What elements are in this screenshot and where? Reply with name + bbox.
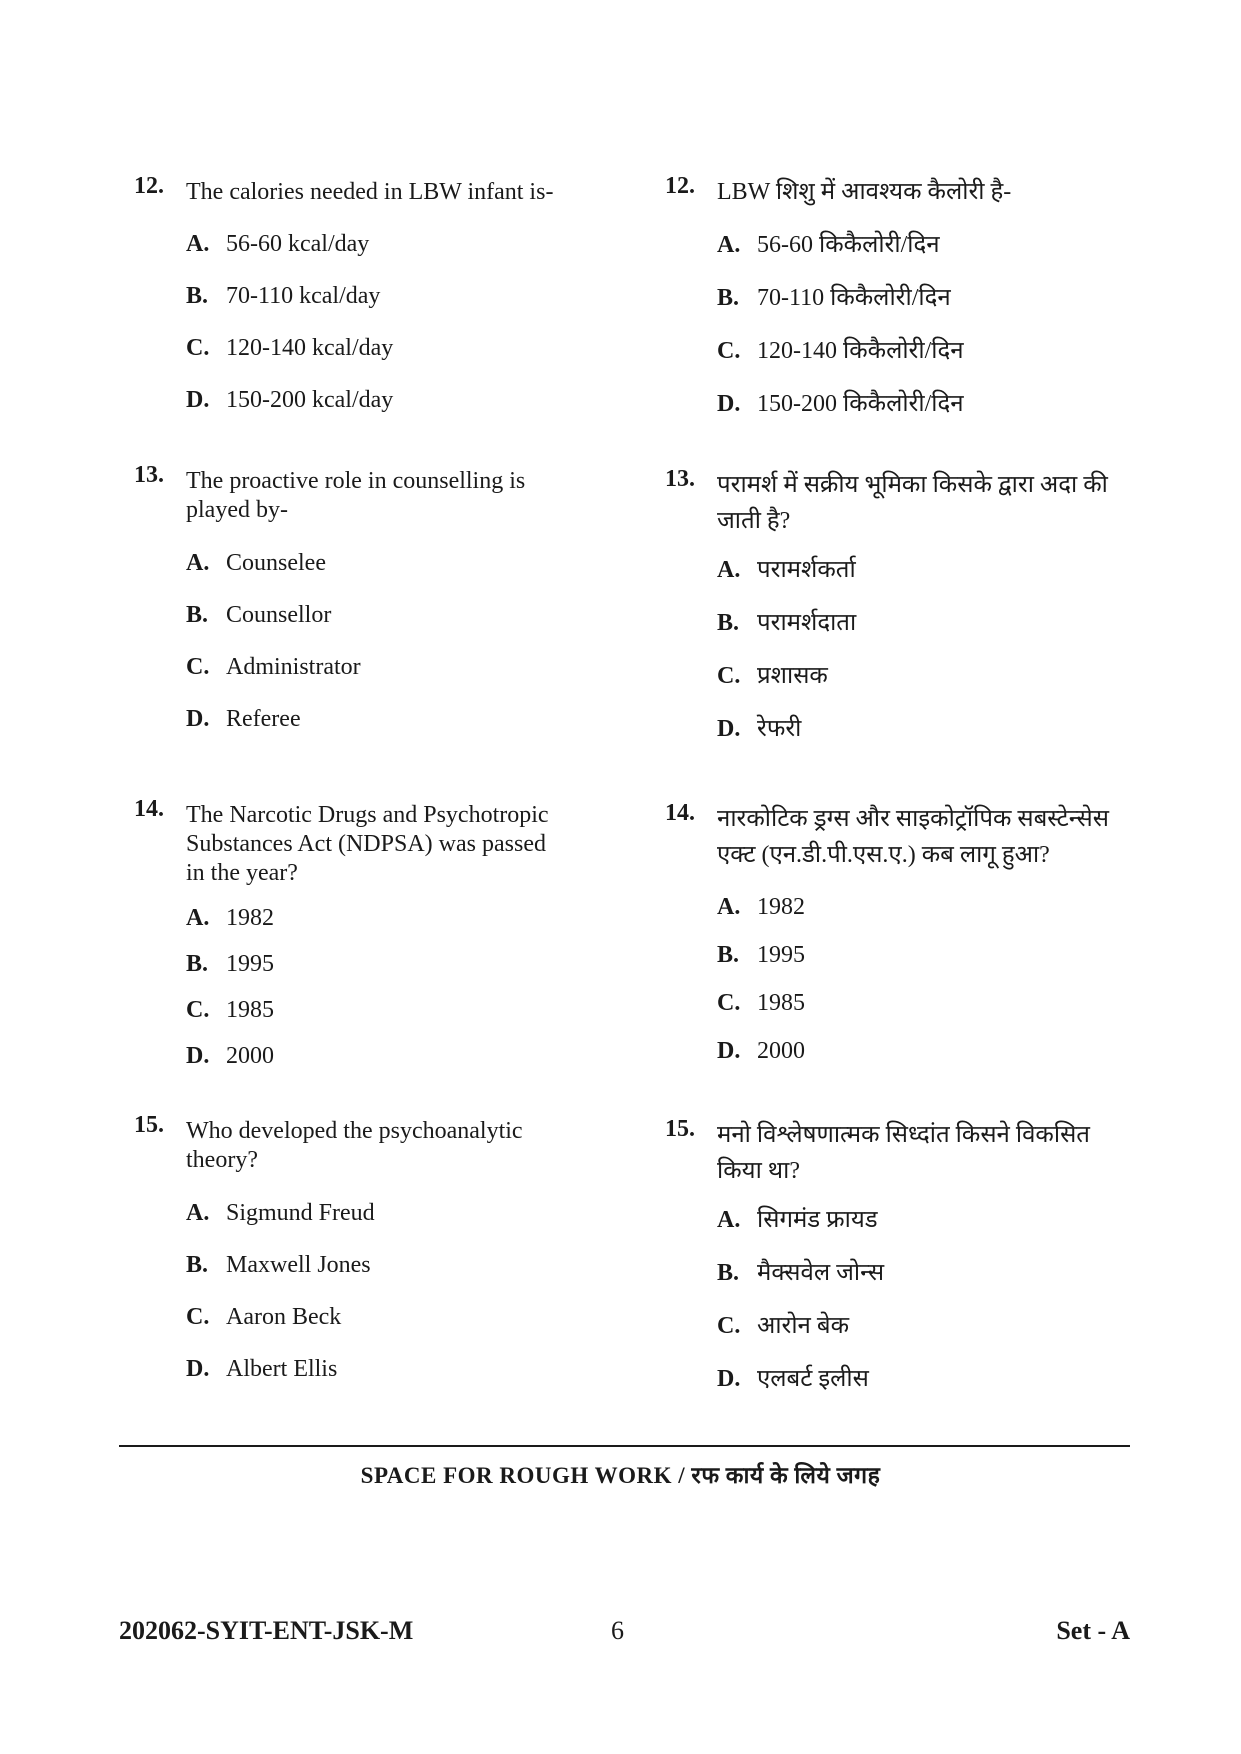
option-d: D. Referee: [186, 706, 301, 732]
option-d: D. 2000: [717, 1038, 805, 1064]
question-text: The Narcotic Drugs and Psychotropic Substances Act (NDPSA) was passed in the year?: [186, 802, 549, 886]
question-number: 13.: [665, 466, 695, 492]
question-number: 15.: [665, 1116, 695, 1142]
paper-code: 202062-SYIT-ENT-JSK-M: [119, 1616, 414, 1645]
rough-work-divider: [119, 1445, 1130, 1447]
option-c: C. Administrator: [186, 654, 361, 680]
option-c: C. Aaron Beck: [186, 1304, 342, 1330]
question-text: मनो विश्लेषणात्मक सिध्दांत किसने विकसित किया था?: [717, 1122, 1090, 1184]
option-d: D. एलबर्ट इलीस: [717, 1366, 869, 1392]
question-number: 12.: [134, 173, 164, 199]
option-a: A. 56-60 kcal/day: [186, 231, 370, 257]
question-number: 15.: [134, 1112, 164, 1138]
question-12-hi: [665, 173, 1135, 417]
question-13-en: [134, 462, 554, 732]
option-a: A. 56-60 किकैलोरी/दिन: [717, 232, 940, 258]
question-number: 14.: [134, 796, 164, 822]
option-a: A. 1982: [186, 905, 274, 931]
question-15-en: [134, 1112, 554, 1382]
question-15-hi: [665, 1116, 1135, 1392]
question-text: परामर्श में सक्रीय भूमिका किसके द्वारा अदा की जाती है?: [717, 472, 1108, 534]
option-c: C. 120-140 kcal/day: [186, 335, 394, 361]
question-13-hi: [665, 466, 1135, 742]
question-number: 12.: [665, 173, 695, 199]
option-d: D. रेफरी: [717, 716, 802, 742]
option-b: B. मैक्सवेल जोन्स: [717, 1260, 885, 1286]
option-a: A. Counselee: [186, 550, 326, 576]
option-b: B. 70-110 kcal/day: [186, 283, 381, 309]
option-a: A. सिगमंड फ्रायड: [717, 1207, 878, 1233]
question-number: 14.: [665, 800, 695, 826]
option-c: C. 120-140 किकैलोरी/दिन: [717, 338, 964, 364]
option-d: D. 150-200 kcal/day: [186, 387, 394, 413]
option-b: B. Maxwell Jones: [186, 1252, 371, 1278]
rough-work-heading: SPACE FOR ROUGH WORK / रफ कार्य के लिये जगह: [360, 1463, 881, 1488]
option-c: C. प्रशासक: [717, 663, 828, 689]
option-d: D. Albert Ellis: [186, 1356, 338, 1382]
option-c: C. 1985: [186, 997, 274, 1023]
question-14-en: [134, 796, 554, 1069]
question-number: 13.: [134, 462, 164, 488]
option-b: B. 1995: [717, 942, 805, 968]
question-text: Who developed the psychoanalytic theory?: [186, 1118, 523, 1173]
option-d: D. 150-200 किकैलोरी/दिन: [717, 391, 964, 417]
page-number: 6: [611, 1616, 624, 1645]
option-b: B. परामर्शदाता: [717, 610, 857, 636]
set-label: Set - A: [1056, 1616, 1130, 1645]
option-b: B. Counsellor: [186, 602, 332, 628]
question-12-en: [134, 173, 554, 413]
option-a: A. परामर्शकर्ता: [717, 557, 856, 583]
question-text: The calories needed in LBW infant is-: [186, 179, 554, 205]
option-c: C. आरोन बेक: [717, 1313, 850, 1339]
question-text: नारकोटिक ड्रग्स और साइकोट्रॉपिक सबस्टेन्सेस एक्ट (एन.डी.पी.एस.ए.) कब लागू हुआ?: [717, 806, 1109, 868]
question-14-hi: [665, 800, 1135, 1064]
question-text: LBW शिशु में आवश्यक कैलोरी है-: [717, 179, 1012, 205]
option-d: D. 2000: [186, 1043, 274, 1069]
option-a: A. Sigmund Freud: [186, 1200, 375, 1226]
option-b: B. 1995: [186, 951, 274, 977]
option-c: C. 1985: [717, 990, 805, 1016]
option-b: B. 70-110 किकैलोरी/दिन: [717, 285, 951, 311]
question-text: The proactive role in counselling is played by-: [186, 468, 526, 523]
option-a: A. 1982: [717, 894, 805, 920]
